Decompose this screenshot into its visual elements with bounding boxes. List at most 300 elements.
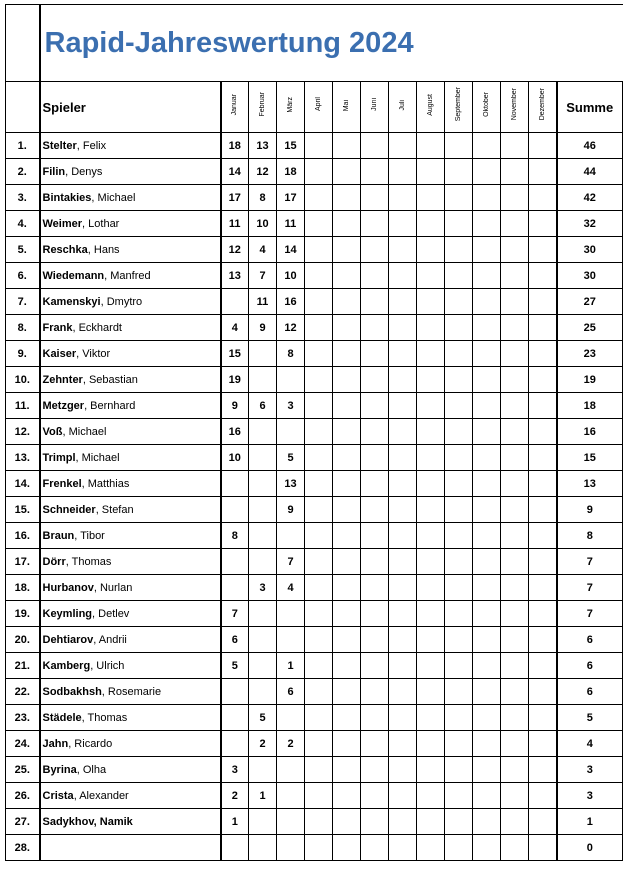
month-score-cell: 14 <box>221 159 249 185</box>
month-score-cell <box>529 653 557 679</box>
table-row <box>6 523 623 549</box>
month-score-cell <box>501 367 529 393</box>
month-score-cell <box>333 653 361 679</box>
month-score-cell <box>501 601 529 627</box>
month-score-cell <box>389 289 417 315</box>
player-name-cell <box>40 757 221 783</box>
month-score-cell <box>445 783 473 809</box>
month-score-cell: 5 <box>277 445 305 471</box>
rank-cell: 20. <box>6 627 40 653</box>
month-score-cell: 1 <box>221 809 249 835</box>
month-score-cell <box>417 549 445 575</box>
month-score-cell <box>221 549 249 575</box>
month-score-cell <box>361 445 389 471</box>
month-score-cell <box>417 705 445 731</box>
month-score-cell: 10 <box>277 263 305 289</box>
table-row <box>6 341 623 367</box>
month-score-cell: 15 <box>277 133 305 159</box>
month-score-cell: 19 <box>221 367 249 393</box>
month-score-cell <box>445 315 473 341</box>
month-score-cell <box>305 159 333 185</box>
month-score-cell <box>305 627 333 653</box>
month-header-november <box>501 82 529 133</box>
month-score-cell <box>361 627 389 653</box>
month-score-cell <box>333 601 361 627</box>
month-score-cell <box>277 523 305 549</box>
month-score-cell <box>333 445 361 471</box>
month-score-cell <box>305 653 333 679</box>
month-score-cell <box>417 497 445 523</box>
player-rows <box>6 133 623 861</box>
month-score-cell: 7 <box>221 601 249 627</box>
month-score-cell <box>333 809 361 835</box>
month-score-cell <box>221 731 249 757</box>
month-score-cell <box>305 471 333 497</box>
month-score-cell <box>361 289 389 315</box>
standings-table <box>5 4 623 861</box>
month-score-cell: 9 <box>277 497 305 523</box>
month-score-cell <box>501 315 529 341</box>
month-score-cell: 12 <box>221 237 249 263</box>
month-score-cell <box>305 549 333 575</box>
month-score-cell <box>305 809 333 835</box>
month-score-cell: 9 <box>249 315 277 341</box>
player-first-name: , Andrii <box>93 633 127 646</box>
player-name-cell <box>40 445 221 471</box>
player-first-name: , Olha <box>76 763 107 776</box>
month-score-cell <box>417 237 445 263</box>
month-score-cell <box>501 783 529 809</box>
month-score-cell <box>501 341 529 367</box>
player-last-name: Reschka <box>42 243 88 256</box>
month-score-cell <box>333 185 361 211</box>
month-score-cell <box>417 393 445 419</box>
sum-cell: 30 <box>557 237 623 263</box>
month-score-cell <box>473 653 501 679</box>
month-score-cell <box>473 211 501 237</box>
rank-cell: 3. <box>6 185 40 211</box>
player-first-name: , Michael <box>62 425 107 438</box>
table-row <box>6 419 623 445</box>
month-score-cell <box>529 185 557 211</box>
month-label: April <box>315 97 322 112</box>
rank-cell: 12. <box>6 419 40 445</box>
month-score-cell <box>305 835 333 861</box>
month-header-august <box>417 82 445 133</box>
player-first-name: , Matthias <box>81 477 130 490</box>
month-score-cell <box>445 497 473 523</box>
month-score-cell <box>361 211 389 237</box>
month-score-cell <box>417 523 445 549</box>
rank-cell: 21. <box>6 653 40 679</box>
month-score-cell: 16 <box>277 289 305 315</box>
player-name-cell <box>40 731 221 757</box>
month-score-cell <box>361 809 389 835</box>
player-first-name: , Thomas <box>65 555 112 568</box>
month-score-cell <box>417 133 445 159</box>
month-score-cell <box>277 367 305 393</box>
month-score-cell <box>445 133 473 159</box>
rank-cell: 2. <box>6 159 40 185</box>
player-first-name: , Ulrich <box>90 659 125 672</box>
month-score-cell <box>221 289 249 315</box>
month-score-cell <box>361 159 389 185</box>
table-row <box>6 627 623 653</box>
month-score-cell <box>473 367 501 393</box>
month-score-cell <box>389 627 417 653</box>
month-label: September <box>455 87 462 122</box>
month-score-cell: 2 <box>221 783 249 809</box>
month-score-cell <box>305 289 333 315</box>
month-score-cell <box>305 497 333 523</box>
month-score-cell <box>501 757 529 783</box>
month-score-cell <box>501 393 529 419</box>
month-score-cell <box>473 575 501 601</box>
month-score-cell <box>249 367 277 393</box>
player-name-cell <box>40 419 221 445</box>
rank-cell: 13. <box>6 445 40 471</box>
month-score-cell: 14 <box>277 237 305 263</box>
table-row <box>6 315 623 341</box>
month-score-cell <box>501 835 529 861</box>
month-score-cell <box>305 393 333 419</box>
month-score-cell <box>333 393 361 419</box>
month-score-cell <box>333 289 361 315</box>
month-score-cell <box>389 601 417 627</box>
month-score-cell <box>333 783 361 809</box>
sum-cell: 42 <box>557 185 623 211</box>
month-score-cell <box>529 445 557 471</box>
month-score-cell <box>277 835 305 861</box>
month-score-cell <box>473 523 501 549</box>
month-score-cell <box>445 679 473 705</box>
month-score-cell: 6 <box>249 393 277 419</box>
month-score-cell <box>473 601 501 627</box>
month-header-dezember <box>529 82 557 133</box>
player-last-name: Kamberg <box>42 659 91 672</box>
sum-cell: 6 <box>557 653 623 679</box>
month-score-cell: 17 <box>221 185 249 211</box>
rank-cell: 15. <box>6 497 40 523</box>
month-score-cell <box>305 341 333 367</box>
month-score-cell <box>529 809 557 835</box>
month-score-cell <box>389 549 417 575</box>
month-score-cell <box>249 523 277 549</box>
month-score-cell <box>473 185 501 211</box>
month-score-cell <box>473 341 501 367</box>
player-last-name: Schneider <box>42 503 96 516</box>
month-score-cell <box>389 367 417 393</box>
month-score-cell <box>333 497 361 523</box>
month-score-cell <box>501 549 529 575</box>
month-score-cell <box>277 783 305 809</box>
month-score-cell <box>417 809 445 835</box>
month-score-cell <box>529 601 557 627</box>
player-first-name: , Lothar <box>82 217 120 230</box>
month-score-cell <box>473 835 501 861</box>
table-row <box>6 471 623 497</box>
table-row <box>6 601 623 627</box>
month-score-cell: 7 <box>277 549 305 575</box>
player-name-cell <box>40 497 221 523</box>
player-last-name: Dehtiarov <box>42 633 94 646</box>
month-score-cell <box>361 705 389 731</box>
month-score-cell: 9 <box>221 393 249 419</box>
player-name-cell <box>40 523 221 549</box>
rank-cell: 8. <box>6 315 40 341</box>
player-last-name: Zehnter <box>42 373 83 386</box>
table-row <box>6 835 623 861</box>
month-score-cell <box>361 601 389 627</box>
sum-cell: 9 <box>557 497 623 523</box>
table-row <box>6 159 623 185</box>
sum-cell: 27 <box>557 289 623 315</box>
rank-cell: 16. <box>6 523 40 549</box>
month-score-cell <box>473 549 501 575</box>
player-name-cell <box>40 315 221 341</box>
month-score-cell <box>501 497 529 523</box>
player-last-name: Filin <box>42 165 66 178</box>
sum-cell: 46 <box>557 133 623 159</box>
month-label: Dezember <box>538 88 546 121</box>
page-title: Rapid-Jahreswertung 2024 <box>40 5 623 82</box>
month-score-cell <box>417 159 445 185</box>
month-score-cell <box>249 549 277 575</box>
month-score-cell <box>333 419 361 445</box>
month-score-cell <box>277 419 305 445</box>
month-score-cell <box>305 601 333 627</box>
player-last-name: Crista <box>42 789 74 802</box>
month-score-cell: 11 <box>221 211 249 237</box>
month-score-cell <box>333 159 361 185</box>
month-score-cell <box>529 315 557 341</box>
month-score-cell <box>333 757 361 783</box>
month-score-cell <box>501 419 529 445</box>
month-label: Mai <box>343 99 350 111</box>
month-label: Januar <box>231 93 239 116</box>
month-score-cell <box>249 835 277 861</box>
month-score-cell <box>473 471 501 497</box>
rank-cell: 7. <box>6 289 40 315</box>
month-score-cell: 10 <box>249 211 277 237</box>
month-score-cell <box>361 523 389 549</box>
player-last-name: Stelter <box>42 139 77 152</box>
rank-cell: 1. <box>6 133 40 159</box>
month-score-cell <box>389 653 417 679</box>
month-score-cell <box>473 809 501 835</box>
player-name-cell <box>40 601 221 627</box>
month-score-cell <box>529 757 557 783</box>
month-score-cell: 7 <box>249 263 277 289</box>
player-name-cell <box>40 809 221 835</box>
month-score-cell: 8 <box>221 523 249 549</box>
month-score-cell <box>501 575 529 601</box>
month-score-cell <box>221 497 249 523</box>
month-score-cell <box>305 523 333 549</box>
table-row <box>6 185 623 211</box>
month-score-cell: 1 <box>249 783 277 809</box>
month-score-cell <box>473 289 501 315</box>
month-score-cell <box>249 497 277 523</box>
player-name-cell <box>40 237 221 263</box>
player-last-name: Kamenskyi <box>42 295 101 308</box>
player-last-name: Voß <box>42 425 63 438</box>
month-score-cell: 6 <box>277 679 305 705</box>
player-name-cell <box>40 133 221 159</box>
month-score-cell <box>305 263 333 289</box>
player-last-name: Metzger <box>42 399 85 412</box>
month-score-cell <box>529 497 557 523</box>
month-score-cell <box>501 133 529 159</box>
month-score-cell <box>417 601 445 627</box>
sum-cell: 7 <box>557 601 623 627</box>
sum-cell: 5 <box>557 705 623 731</box>
month-score-cell <box>529 549 557 575</box>
month-header-juni <box>361 82 389 133</box>
player-first-name: , Hans <box>87 243 120 256</box>
month-score-cell <box>417 341 445 367</box>
player-name-cell <box>40 185 221 211</box>
player-first-name: , Sebastian <box>82 373 138 386</box>
player-name-cell <box>40 575 221 601</box>
player-first-name: , Alexander <box>73 789 129 802</box>
header-row <box>6 82 623 133</box>
table-row <box>6 211 623 237</box>
month-score-cell <box>389 497 417 523</box>
month-score-cell: 12 <box>277 315 305 341</box>
month-score-cell <box>249 809 277 835</box>
table-row <box>6 731 623 757</box>
month-score-cell <box>361 237 389 263</box>
month-header-september <box>445 82 473 133</box>
month-score-cell <box>501 445 529 471</box>
rank-cell: 19. <box>6 601 40 627</box>
player-first-name: , Michael <box>75 451 120 464</box>
month-score-cell <box>389 471 417 497</box>
month-label: Juni <box>371 98 378 111</box>
month-score-cell <box>417 575 445 601</box>
month-score-cell <box>501 185 529 211</box>
month-score-cell <box>333 835 361 861</box>
title-corner-cell <box>6 5 40 82</box>
month-score-cell <box>445 653 473 679</box>
month-score-cell <box>361 341 389 367</box>
player-last-name: Hurbanov <box>42 581 94 594</box>
month-score-cell <box>305 211 333 237</box>
month-score-cell <box>305 679 333 705</box>
month-score-cell: 6 <box>221 627 249 653</box>
month-score-cell <box>361 471 389 497</box>
player-first-name: , Ricardo <box>68 737 113 750</box>
month-score-cell: 3 <box>249 575 277 601</box>
month-score-cell <box>333 133 361 159</box>
player-first-name: , Detlev <box>92 607 130 620</box>
month-score-cell <box>445 367 473 393</box>
month-score-cell: 13 <box>277 471 305 497</box>
month-score-cell <box>249 445 277 471</box>
month-score-cell <box>529 419 557 445</box>
player-first-name: , Rosemarie <box>101 685 162 698</box>
month-score-cell <box>333 237 361 263</box>
player-name-cell <box>40 393 221 419</box>
month-score-cell <box>445 211 473 237</box>
sum-cell: 7 <box>557 549 623 575</box>
player-name-cell <box>40 471 221 497</box>
sum-cell: 7 <box>557 575 623 601</box>
month-score-cell <box>417 367 445 393</box>
month-score-cell <box>473 133 501 159</box>
month-score-cell: 2 <box>249 731 277 757</box>
player-last-name: Bintakies <box>42 191 92 204</box>
month-score-cell <box>445 705 473 731</box>
month-score-cell <box>445 731 473 757</box>
month-score-cell <box>305 731 333 757</box>
player-last-name: Frank <box>42 321 73 334</box>
month-score-cell <box>501 289 529 315</box>
month-score-cell <box>277 601 305 627</box>
month-score-cell <box>445 549 473 575</box>
month-score-cell <box>529 835 557 861</box>
month-score-cell <box>473 393 501 419</box>
month-score-cell: 4 <box>221 315 249 341</box>
player-name-cell <box>40 705 221 731</box>
month-score-cell <box>389 315 417 341</box>
player-name-cell <box>40 289 221 315</box>
month-score-cell <box>501 159 529 185</box>
rank-cell: 11. <box>6 393 40 419</box>
month-score-cell <box>361 419 389 445</box>
month-score-cell <box>389 341 417 367</box>
month-score-cell <box>361 367 389 393</box>
month-score-cell <box>221 575 249 601</box>
sum-cell: 16 <box>557 419 623 445</box>
month-score-cell <box>445 263 473 289</box>
month-score-cell <box>333 211 361 237</box>
title-row <box>6 5 623 82</box>
month-score-cell: 16 <box>221 419 249 445</box>
month-score-cell <box>361 263 389 289</box>
sum-cell: 3 <box>557 783 623 809</box>
month-score-cell <box>445 627 473 653</box>
player-first-name: , Michael <box>91 191 136 204</box>
month-score-cell <box>389 679 417 705</box>
month-score-cell <box>249 679 277 705</box>
player-name-cell <box>40 549 221 575</box>
month-score-cell <box>389 419 417 445</box>
player-last-name: Jahn <box>42 737 69 750</box>
month-score-cell: 18 <box>277 159 305 185</box>
month-score-cell <box>445 237 473 263</box>
month-score-cell <box>529 393 557 419</box>
month-score-cell <box>473 705 501 731</box>
month-score-cell <box>221 705 249 731</box>
month-score-cell <box>333 731 361 757</box>
month-score-cell <box>249 419 277 445</box>
sum-cell: 6 <box>557 627 623 653</box>
month-score-cell <box>305 315 333 341</box>
rank-cell: 25. <box>6 757 40 783</box>
rank-cell: 22. <box>6 679 40 705</box>
month-score-cell <box>305 575 333 601</box>
month-score-cell <box>445 523 473 549</box>
month-score-cell <box>473 159 501 185</box>
rank-cell: 9. <box>6 341 40 367</box>
player-last-name: Trimpl <box>42 451 76 464</box>
month-score-cell <box>361 393 389 419</box>
month-score-cell <box>417 315 445 341</box>
month-score-cell <box>333 679 361 705</box>
sum-cell: 8 <box>557 523 623 549</box>
